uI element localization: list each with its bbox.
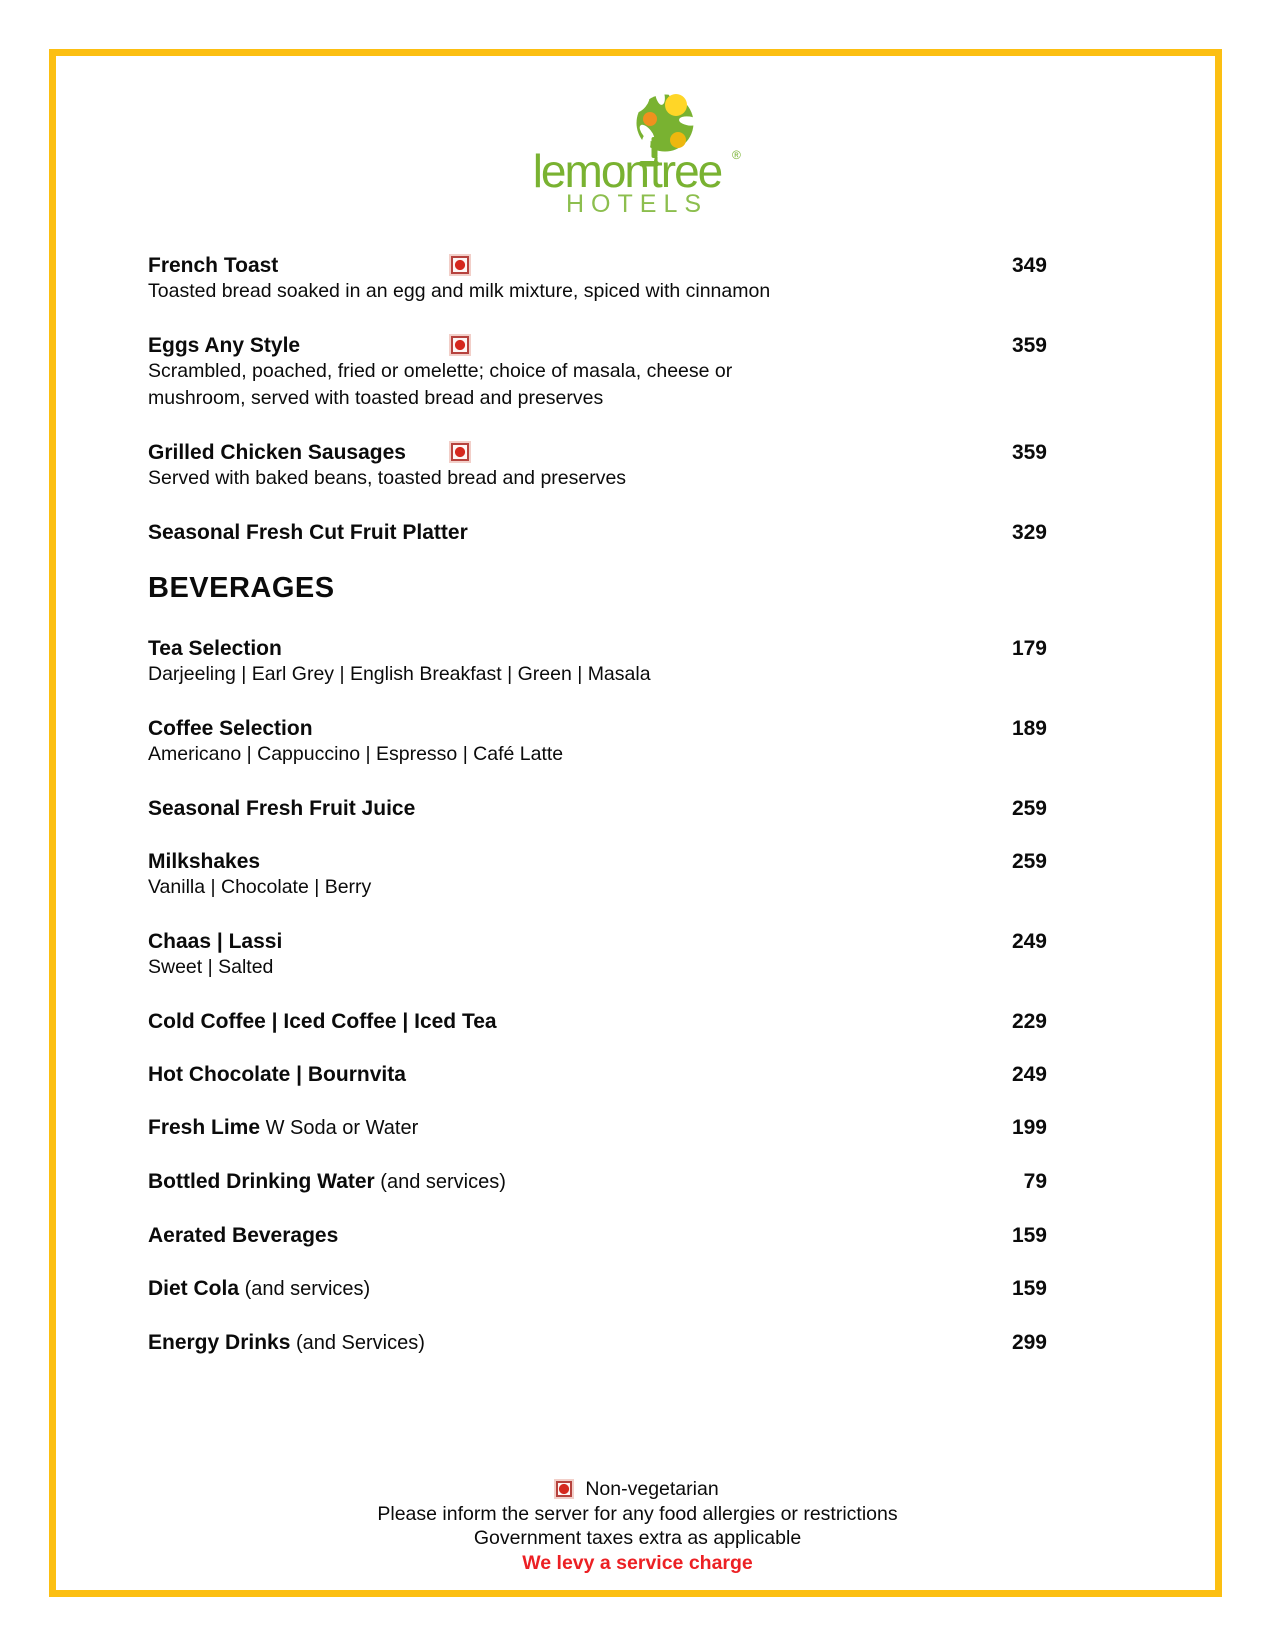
item-description: Sweet | Salted	[148, 956, 274, 978]
item-description: Served with baked beans, toasted bread and preserves	[148, 467, 627, 489]
menu-item-tea-selection	[148, 636, 1047, 688]
item-name-text: Diet Cola	[148, 1277, 240, 1300]
item-price: 189	[1011, 717, 1047, 740]
item-name-text: Fresh Lime	[148, 1116, 261, 1139]
item-name	[148, 636, 282, 661]
menu-item-chaas-lassi	[148, 929, 1047, 981]
item-head	[148, 1062, 1047, 1087]
logo-word-lemon: lemon	[532, 145, 648, 197]
item-description: Darjeeling | Earl Grey | English Breakfast | Green | Masala	[148, 663, 651, 685]
item-price: 199	[1011, 1116, 1047, 1139]
item-name	[148, 929, 282, 954]
item-description: mushroom, served with toasted bread and preserves	[148, 387, 604, 409]
beverages-section-heading: BEVERAGES	[148, 572, 335, 604]
item-name	[148, 1169, 506, 1195]
item-head	[148, 716, 1047, 741]
item-name-text: Cold Coffee | Iced Coffee | Iced Tea	[148, 1010, 497, 1033]
item-head	[148, 520, 1047, 545]
item-name-suffix: (and Services)	[290, 1332, 425, 1354]
item-name-text: French Toast	[148, 254, 279, 277]
item-name-text: Seasonal Fresh Cut Fruit Platter	[148, 521, 468, 544]
item-head	[148, 1115, 1047, 1141]
item-name-text: Chaas | Lassi	[148, 930, 283, 953]
menu-item-energy-drinks	[148, 1330, 1047, 1356]
item-price: 299	[1011, 1331, 1047, 1354]
item-name	[148, 440, 469, 465]
item-name	[148, 849, 260, 874]
item-price: 249	[1011, 1063, 1047, 1086]
item-price: 159	[1011, 1277, 1047, 1300]
item-name-text: Grilled Chicken Sausages	[148, 441, 406, 464]
item-name	[148, 1115, 418, 1141]
non-veg-legend-label: Non-vegetarian	[585, 1478, 719, 1500]
item-price: 179	[1011, 637, 1047, 660]
item-head	[148, 929, 1047, 954]
item-name	[148, 520, 468, 545]
item-name	[148, 1223, 338, 1248]
item-name	[148, 716, 313, 741]
item-name-text: Milkshakes	[148, 850, 261, 873]
lemon-tree-hotels-logo	[490, 85, 780, 220]
item-price: 259	[1011, 850, 1047, 873]
menu-content	[148, 253, 1047, 1384]
menu-item-milkshakes	[148, 849, 1047, 901]
item-name-suffix: W Soda or Water	[260, 1117, 419, 1139]
item-name	[148, 1009, 497, 1034]
item-name-text: Hot Chocolate | Bournvita	[148, 1063, 406, 1086]
menu-item-grilled-chicken-sausages	[148, 440, 1047, 492]
tax-notice: Government taxes extra as applicable	[473, 1527, 802, 1549]
menu-item-bottled-water	[148, 1169, 1047, 1195]
item-head	[148, 1330, 1047, 1356]
item-head	[148, 849, 1047, 874]
item-description: Toasted bread soaked in an egg and milk mixture, spiced with cinnamon	[148, 280, 771, 302]
non-veg-icon	[556, 1481, 572, 1497]
item-price: 249	[1011, 930, 1047, 953]
menu-item-diet-cola	[148, 1276, 1047, 1302]
item-price: 329	[1011, 521, 1047, 544]
item-description: Americano | Cappuccino | Espresso | Café Latte	[148, 743, 564, 765]
item-name-text: Tea Selection	[148, 637, 282, 660]
item-head	[148, 1169, 1047, 1195]
non-veg-icon	[451, 443, 469, 461]
menu-item-aerated-beverages	[148, 1223, 1047, 1248]
item-name	[148, 1330, 425, 1356]
item-description: Vanilla | Chocolate | Berry	[148, 876, 372, 898]
item-name-text: Seasonal Fresh Fruit Juice	[148, 797, 416, 820]
item-name-text: Bottled Drinking Water	[148, 1170, 375, 1193]
menu-item-coffee-selection	[148, 716, 1047, 768]
service-charge-notice: We levy a service charge	[522, 1551, 753, 1574]
item-price: 229	[1011, 1010, 1047, 1033]
menu-item-fresh-lime	[148, 1115, 1047, 1141]
item-name	[148, 1062, 406, 1087]
item-name-text: Eggs Any Style	[148, 334, 301, 357]
item-head	[148, 1223, 1047, 1248]
menu-item-french-toast	[148, 253, 1047, 305]
logo-registered-mark: ®	[732, 148, 741, 162]
non-veg-icon	[451, 256, 469, 274]
non-veg-icon	[451, 336, 469, 354]
item-name-text: Aerated Beverages	[148, 1224, 339, 1247]
menu-item-fresh-fruit-juice	[148, 796, 1047, 821]
allergy-notice: Please inform the server for any food allergies or restrictions	[377, 1502, 898, 1525]
item-name	[148, 796, 415, 821]
item-head	[148, 333, 1047, 358]
menu-item-fruit-platter	[148, 520, 1047, 545]
menu-footer	[0, 1477, 1275, 1575]
item-name	[148, 253, 469, 278]
item-price: 79	[1023, 1170, 1047, 1193]
item-name	[148, 1276, 370, 1302]
item-price: 159	[1011, 1224, 1047, 1247]
menu-item-hot-chocolate-bournvita	[148, 1062, 1047, 1087]
item-head	[148, 1009, 1047, 1034]
item-head	[148, 253, 1047, 278]
logo-subtitle-hotels: HOTELS	[566, 190, 709, 218]
item-name-text: Coffee Selection	[148, 717, 313, 740]
item-description: Scrambled, poached, fried or omelette; choice of masala, cheese or	[148, 360, 733, 382]
item-head	[148, 440, 1047, 465]
item-price: 359	[1011, 441, 1047, 464]
item-name-suffix: (and services)	[239, 1278, 371, 1300]
menu-item-eggs-any-style	[148, 333, 1047, 412]
item-price: 359	[1011, 334, 1047, 357]
item-name	[148, 333, 469, 358]
item-head	[148, 796, 1047, 821]
logo-word-tree: tree	[650, 145, 722, 197]
menu-item-cold-coffee-iced-tea	[148, 1009, 1047, 1034]
item-price: 349	[1011, 254, 1047, 277]
non-veg-legend	[0, 1477, 1275, 1502]
item-name-text: Energy Drinks	[148, 1331, 291, 1354]
item-head	[148, 1276, 1047, 1302]
item-name-suffix: (and services)	[374, 1171, 506, 1193]
item-price: 259	[1011, 797, 1047, 820]
item-head	[148, 636, 1047, 661]
